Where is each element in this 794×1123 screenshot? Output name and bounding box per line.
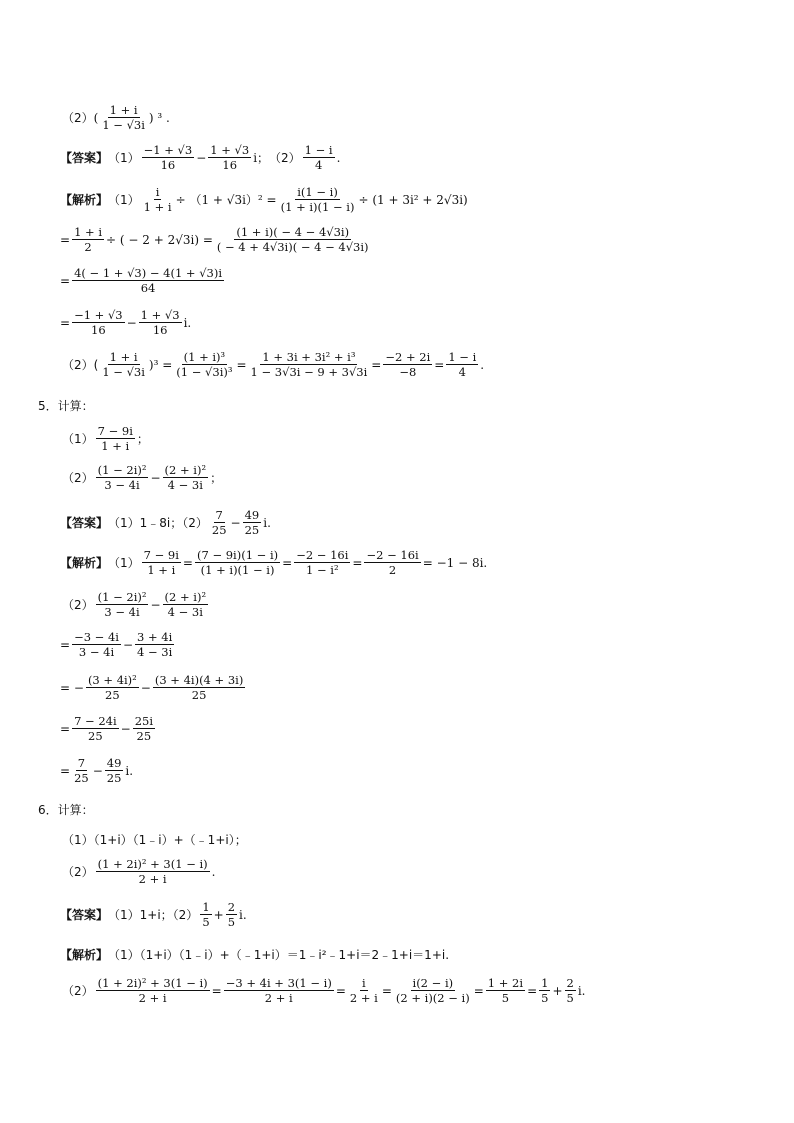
denominator: 5 [202,915,210,929]
math-text: i. [263,515,271,530]
part-label: （1） [62,432,94,446]
math-text: ； [136,432,149,446]
denominator: (1 − √3i)³ [176,365,233,379]
denominator: ( − 4 + 4√3i)( − 4 − 4√3i) [216,240,369,254]
operator: = [381,983,392,998]
fraction [100,103,147,132]
numerator: 2 [566,976,574,990]
denominator: 1 − √3i [102,118,145,132]
operator: − [150,597,161,612]
solution-tag: 【解析】 [60,556,109,570]
part-label: （2） [62,598,94,612]
denominator: 25 [88,729,103,743]
part-label: （2） [62,111,94,125]
operator: + [552,983,563,998]
operator: − [140,680,151,695]
denominator: 2 + i [138,872,167,886]
fraction [142,548,181,577]
part-label: （2）( [62,358,99,372]
fraction [163,590,209,619]
operator: = [60,315,71,330]
denominator: 5 [501,991,510,1005]
numerator: −2 − 16i [366,548,419,562]
part-label: （1） [108,193,140,207]
answer-tag: 【答案】 [60,516,109,530]
math-text: i. [183,315,192,330]
fraction [72,266,224,295]
fraction [215,225,371,254]
denominator: 3 − 4i [104,478,140,492]
numerator: i(2 − i) [412,976,454,990]
denominator: (2 + i)(2 − i) [395,991,470,1005]
p4-answer [60,143,340,172]
fraction [249,350,370,379]
denominator: 1 + i [101,439,130,453]
numerator: 7 − 24i [74,714,117,728]
solution-text: （1）（1+i）（1﹣i）+（﹣1+i）＝1﹣i²﹣1+i＝2﹣1+i＝1+i. [108,948,450,962]
denominator: 3 − 4i [78,645,115,659]
math-text: ÷ ( − 2 + 2√3i) = [106,232,213,247]
fraction [133,714,155,743]
fraction [394,976,472,1005]
numerator: 1 + i [109,350,138,364]
q6-solution-part2 [62,976,586,1005]
math-text: . [211,864,216,879]
numerator: (7 − 9i)(1 − i) [196,548,279,562]
denominator: 4 − 3i [167,478,203,492]
q5-part1 [62,424,149,453]
numerator: (1 − 2i)² [97,590,147,604]
denominator: (1 + i)(1 − i) [200,563,275,577]
operator: − [230,515,241,530]
numerator: 1 + √3 [210,143,250,157]
math-text: )³ = [148,357,173,372]
fraction [208,143,251,172]
denominator: 2 [388,563,397,577]
fraction [200,900,211,929]
math-text: i. [239,907,247,922]
denominator: 4 [314,158,323,172]
numerator: (1 + 2i)² + 3(1 − i) [97,857,208,871]
numerator: −1 + √3 [143,143,193,157]
operator: = [473,983,484,998]
numerator: (3 + 4i)(4 + 3i) [154,673,244,687]
math-text: = −1 − 8i. [422,555,488,570]
denominator: 25 [136,729,152,743]
numerator: (2 + i)² [164,590,207,604]
numerator: 1 + 2i [487,976,524,990]
numerator: 1 + √3 [140,308,180,322]
fraction [565,976,576,1005]
numerator: 7 [215,508,223,522]
operator: = [60,232,71,247]
denominator: 16 [160,158,176,172]
part-label: （1） [108,556,140,570]
math-text: ； [210,471,223,485]
numerator: 1 + 3i + 3i² + i³ [262,350,356,364]
numerator: 1 + i [109,103,138,117]
denominator: 2 + i [349,991,378,1005]
q6-title [38,801,94,818]
operator: = [60,637,71,652]
numerator: 1 − i [304,143,333,157]
numerator: (1 + 2i)² + 3(1 − i) [97,976,208,990]
fraction [72,630,121,659]
fraction [100,350,147,379]
numerator: 1 [541,976,549,990]
p4-part2-question [62,103,170,132]
fraction [486,976,525,1005]
numerator: i [362,976,366,990]
denominator: 5 [541,991,549,1005]
operator: = [182,555,193,570]
numerator: (2 + i)² [164,463,207,477]
numerator: 1 [202,900,210,914]
p4-solution-part2 [62,350,484,379]
math-text: . [336,150,341,165]
power: ) ³ . [148,110,170,125]
fraction [364,548,420,577]
fraction [226,900,237,929]
part-label: （2） [269,151,301,165]
p4-solution-line3 [60,266,226,295]
denominator: 2 + i [264,991,293,1005]
q5-part2 [62,463,222,492]
fraction [163,463,209,492]
denominator: 1 − i² [306,563,339,577]
q6-solution-part1 [60,946,449,963]
fraction [139,308,182,337]
numerator: (1 + i)³ [183,350,226,364]
fraction [86,673,139,702]
operator: = − [60,680,84,695]
p4-solution-line4 [60,308,191,337]
operator: − [92,763,103,778]
numerator: −3 + 4i + 3(1 − i) [225,976,332,990]
part-label: （2） [62,471,94,485]
q6-answer [60,900,247,929]
operator: + [213,907,224,922]
denominator: 16 [91,323,106,337]
fraction [446,350,478,379]
numerator: 49 [106,756,122,770]
denominator: 2 [84,240,92,254]
q5-solution-part1 [60,548,487,577]
numerator: −1 + √3 [74,308,123,322]
denominator: 1 − √3i [102,365,145,379]
q6-part2 [62,857,216,886]
numerator: 25i [134,714,154,728]
part-label: （1） [108,151,140,165]
numerator: i [155,185,160,199]
operator: = [282,555,293,570]
math-text: ÷ （1 + √3i）² = [175,193,277,207]
math-text: . [480,357,485,372]
fraction [539,976,550,1005]
paren: ( [93,110,99,125]
denominator: 25 [74,771,89,785]
fraction [72,308,125,337]
solution-tag: 【解析】 [60,193,109,207]
numerator: 3 + 4i [137,630,173,644]
numerator: −2 − 16i [296,548,349,562]
denominator: (1 + i)(1 − i) [280,200,355,214]
denominator: 2 + i [138,991,167,1005]
numerator: 7 − 9i [143,548,179,562]
q5-solution-step5 [60,756,133,785]
q6-part1 [62,831,247,848]
fraction [210,508,229,537]
fraction [195,548,280,577]
fraction [142,143,195,172]
operator: = [352,555,363,570]
denominator: 1 − 3√3i − 9 + 3√3i [250,365,368,379]
q5-title [38,397,94,414]
denominator: 16 [222,158,238,172]
fraction [303,143,335,172]
fraction [142,185,174,214]
answer-text: （1）1+i；（2） [108,908,199,922]
denominator: 25 [244,523,260,537]
solution-tag: 【解析】 [60,948,109,962]
fraction [96,424,135,453]
operator: − [122,637,134,652]
math-text: i. [577,983,586,998]
q5-answer [60,508,271,537]
numerator: 1 + i [74,225,103,239]
operator: = [371,357,382,372]
p4-solution-line1 [60,185,468,214]
operator: = [60,721,71,736]
q5-solution-part2 [62,590,210,619]
numerator: −2 + 2i [385,350,431,364]
math-text: ÷ (1 + 3i² + 2√3i) [358,192,468,207]
denominator: 25 [191,688,207,702]
fraction [96,590,149,619]
numerator: (1 + i)( − 4 − 4√3i) [236,225,350,239]
fraction [96,463,149,492]
fraction [153,673,245,702]
part-label: （2） [62,865,94,879]
numerator: 49 [244,508,260,522]
fraction [72,714,119,743]
operator: − [196,150,207,165]
numerator: 1 − i [448,350,477,364]
denominator: 64 [140,281,156,295]
fraction [294,548,350,577]
answer-tag: 【答案】 [60,151,109,165]
question-text: （1）（1+i）（1﹣i）+（﹣1+i）； [62,833,247,847]
fraction [105,756,124,785]
numerator: 4( − 1 + √3) − 4(1 + √3)i [74,266,223,280]
q5-solution-step3 [60,673,247,702]
fraction [243,508,262,537]
q5-solution-step2 [60,630,176,659]
operator: = [434,357,445,372]
fraction [348,976,380,1005]
question-title: 6．计算： [38,803,94,817]
numerator: −3 − 4i [74,630,119,644]
denominator: 4 − 3i [137,645,173,659]
operator: = [211,983,222,998]
part-label: （2） [62,984,94,998]
denominator: 4 [458,365,466,379]
operator: = [60,763,71,778]
fraction [224,976,334,1005]
denominator: 5 [227,915,236,929]
numerator: 7 [77,756,86,770]
fraction [72,225,104,254]
denominator: 25 [106,771,122,785]
denominator: 5 [566,991,574,1005]
operator: − [126,315,137,330]
denominator: 4 − 3i [167,605,203,619]
numerator: 2 [227,900,236,914]
fraction [383,350,432,379]
math-text: i； [253,151,270,165]
q5-solution-step4 [60,714,157,743]
fraction [96,976,210,1005]
numerator: (1 − 2i)² [97,463,147,477]
numerator: i(1 − i) [297,185,338,199]
answer-tag: 【答案】 [60,908,109,922]
operator: − [150,470,161,485]
denominator: 25 [105,688,120,702]
fraction [72,756,91,785]
denominator: −8 [399,365,417,379]
numerator: (3 + 4i)² [87,673,137,687]
fraction [174,350,234,379]
fraction [96,857,210,886]
operator: = [335,983,346,998]
math-text: i. [125,763,134,778]
operator: − [120,721,131,736]
question-title: 5．计算： [38,399,94,413]
fraction [135,630,174,659]
p4-solution-line2 [60,225,373,254]
denominator: 1 + i [147,563,176,577]
operator: = [60,273,71,288]
numerator: 7 − 9i [97,424,133,438]
denominator: 16 [152,323,168,337]
denominator: 3 − 4i [104,605,140,619]
answer-text: （1）1﹣8i；（2） [108,516,208,530]
fraction [279,185,357,214]
denominator: 25 [211,523,227,537]
operator: = [527,983,538,998]
operator: = [236,357,247,372]
denominator: 1 + i [143,200,172,214]
